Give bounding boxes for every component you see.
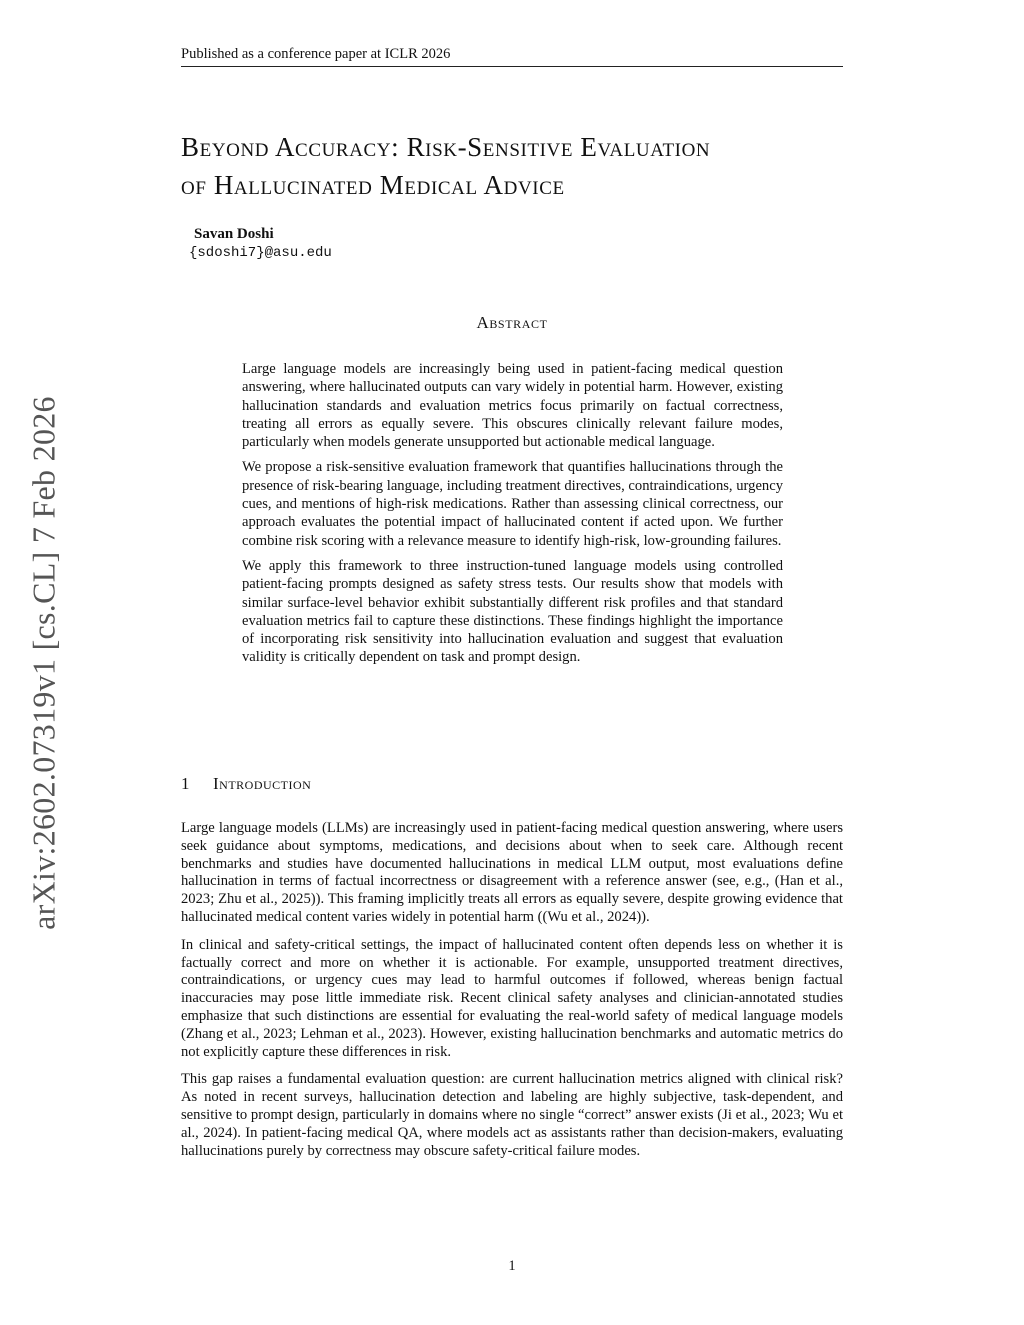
abstract-paragraph: Large language models are increasingly being used in patient-facing medical question answering, where hallucinated outputs can vary widely in potential harm. However, existing hallucination standards and evaluation metrics focus primarily on factual correctness, treating all errors as equally severe. This obscures clinically relevant failure modes, particularly when models generate unsupported but actionable medical language. xyxy=(242,361,783,451)
paper-title-line-1: Beyond Accuracy: Risk-Sensitive Evaluation xyxy=(181,132,711,162)
section-number: 1 xyxy=(181,774,190,793)
arxiv-identifier: arXiv:2602.07319v1 [cs.CL] 7 Feb 2026 xyxy=(25,396,62,930)
abstract-body xyxy=(242,360,783,674)
abstract-paragraph: We propose a risk-sensitive evaluation framework that quantifies hallucinations through the presence of risk-bearing language, including treatment directives, contraindications, urgency cues, and mentions of high-risk medications. Rather than assessing clinical correctness, our approach evaluates the potential impact of hallucinated content if acted upon. We further combine risk scoring with a relevance measure to identify high-risk, low-grounding failures. xyxy=(242,459,783,549)
running-header: Published as a conference paper at ICLR 2026 xyxy=(181,44,843,67)
body-paragraph: Large language models (LLMs) are increasingly used in patient-facing medical question answering, where users seek guidance about symptoms, medications, and decisions about when to seek care. Although recent benchmarks and studies have documented hallucinations in medical LLM output, most evaluations define hallucination in terms of factual incorrectness or disagreement with a reference answer (see, e.g., (Han et al., 2023; Zhu et al., 2025)). This framing implicitly treats all errors as equally severe, despite growing evidence that hallucinated medical content varies widely in potential harm ((Wu et al., 2024)). xyxy=(181,820,843,925)
section-heading-introduction xyxy=(181,774,311,794)
arxiv-sidebar xyxy=(16,380,72,946)
abstract-heading: Abstract xyxy=(476,313,548,332)
author-name: Savan Doshi xyxy=(194,226,274,242)
section-title: Introduction xyxy=(213,774,312,793)
paper-title xyxy=(181,128,851,204)
page-number: 1 xyxy=(508,1258,516,1274)
abstract-paragraph: We apply this framework to three instruction-tuned language models using controlled patient-facing prompts designed as safety stress tests. Our results show that models with similar surface-level behavior exhibit substantially different risk profiles and that standard evaluation metrics fail to capture these distinctions. These findings highlight the importance of incorporating risk sensitivity into hallucination evaluation and suggest that evaluation validity is critically dependent on task and prompt design. xyxy=(242,557,783,666)
paper-title-line-2: of Hallucinated Medical Advice xyxy=(181,170,565,200)
body-paragraph: In clinical and safety-critical settings, the impact of hallucinated content often depends less on whether it is factually correct and more on whether it is actionable. For example, unsupported treatment directives, contraindications, or urgency cues may lead to harmful outcomes if followed, whereas benign factual inaccuracies may pose little immediate risk. Recent clinical safety analyses and clinician-annotated studies emphasize that such distinctions are essential for evaluating the real-world safety of medical language models (Zhang et al., 2023; Lehman et al., 2023). However, existing hallucination benchmarks and automatic metrics do not explicitly capture these differences in risk. xyxy=(181,936,843,1060)
author-email: {sdoshi7}@asu.edu xyxy=(189,245,332,261)
introduction-body xyxy=(181,820,843,1170)
body-paragraph: This gap raises a fundamental evaluation question: are current hallucination metrics aligned with clinical risk? As noted in recent surveys, hallucination detection and labeling are highly subjective, task-dependent, and sensitive to prompt design, particularly in domains where no single “correct” answer exists (Ji et al., 2023; Wu et al., 2024). In patient-facing medical QA, where models act as assistants rather than decision-makers, evaluating hallucinations purely by correctness may obscure safety-critical failure modes. xyxy=(181,1071,843,1159)
